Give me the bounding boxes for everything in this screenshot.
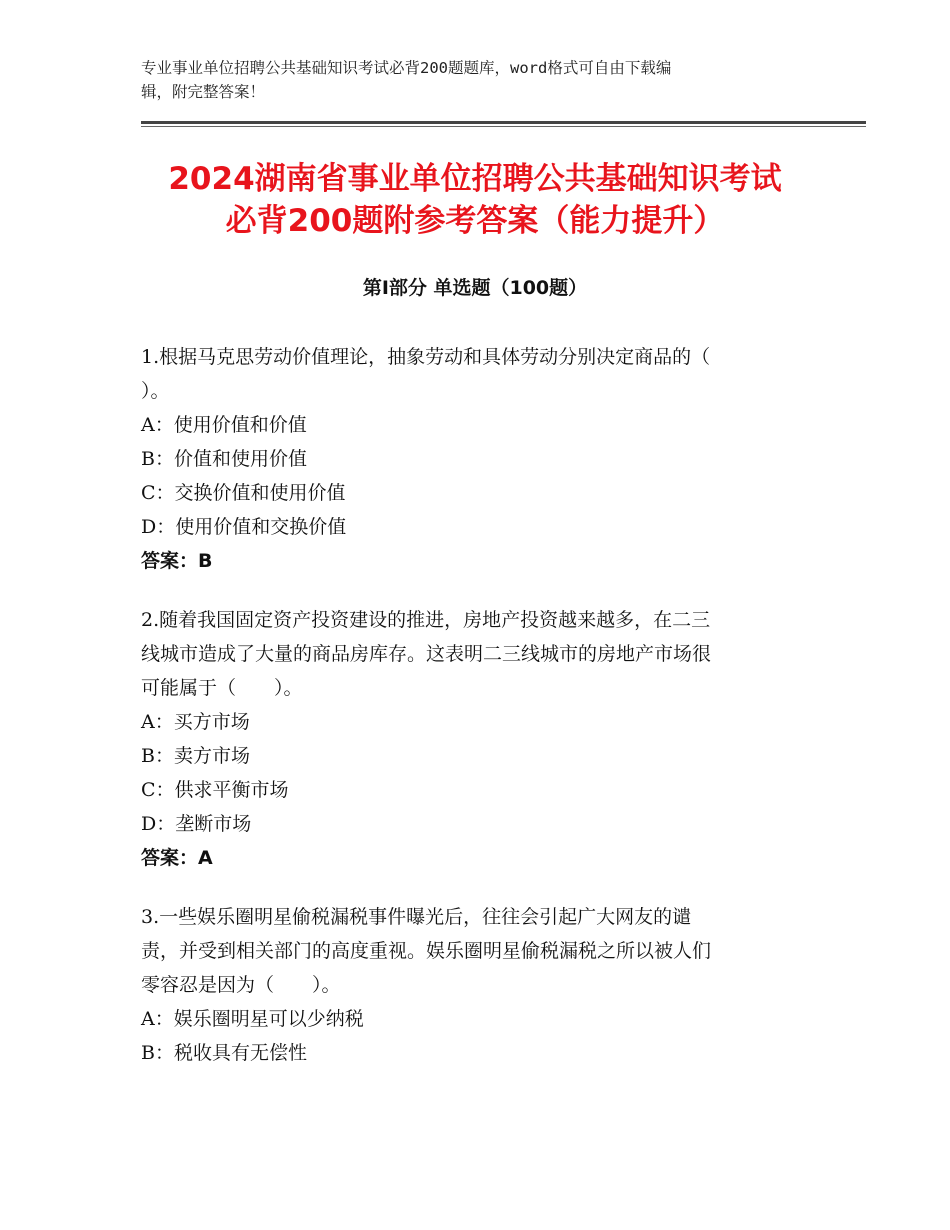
option-a: A：使用价值和价值: [141, 414, 307, 436]
question-3: [141, 900, 801, 1070]
option-c: C：供求平衡市场: [141, 779, 289, 801]
answer: 答案：B: [141, 550, 213, 572]
section-heading: 第Ⅰ部分 单选题（100题）: [362, 277, 588, 299]
question-stem-line: 3.一些娱乐圈明星偷税漏税事件曝光后，往往会引起广大网友的谴: [141, 906, 692, 928]
question-2: [141, 603, 801, 875]
option-b: B：卖方市场: [141, 745, 250, 767]
answer: 答案：A: [141, 847, 213, 869]
question-stem-line: 零容忍是因为（ ）。: [141, 974, 341, 996]
header-note-line-2: 辑，附完整答案！: [141, 83, 266, 101]
option-b: B：价值和使用价值: [141, 448, 307, 470]
question-stem-line: 责，并受到相关部门的高度重视。娱乐圈明星偷税漏税之所以被人们: [141, 940, 712, 962]
document-title: [100, 158, 850, 242]
option-b: B：税收具有无偿性: [141, 1042, 307, 1064]
question-stem-line: 2.随着我国固定资产投资建设的推进，房地产投资越来越多，在二三: [141, 609, 711, 631]
option-c: C：交换价值和使用价值: [141, 482, 346, 504]
question-stem-line: 可能属于（ ）。: [141, 677, 303, 699]
question-stem-line: 1.根据马克思劳动价值理论，抽象劳动和具体劳动分别决定商品的（: [141, 346, 711, 368]
option-d: D：垄断市场: [141, 813, 252, 835]
header-note: [141, 56, 811, 104]
document-title-line-2: 必背200题附参考答案（能力提升）: [225, 203, 725, 239]
question-1: [141, 340, 801, 578]
question-stem-line: 线城市造成了大量的商品房库存。这表明二三线城市的房地产市场很: [141, 643, 712, 665]
option-d: D：使用价值和交换价值: [141, 516, 347, 538]
header-divider-thin: [141, 126, 866, 127]
document-title-line-1: 2024湖南省事业单位招聘公共基础知识考试: [168, 161, 782, 197]
header-note-line-1: 专业事业单位招聘公共基础知识考试必背200题题库，word格式可自由下载编: [141, 59, 672, 77]
question-list: [141, 340, 801, 1095]
question-stem-line: ）。: [141, 380, 170, 402]
header-divider-thick: [141, 121, 866, 124]
option-a: A：娱乐圈明星可以少纳税: [141, 1008, 364, 1030]
option-a: A：买方市场: [141, 711, 250, 733]
